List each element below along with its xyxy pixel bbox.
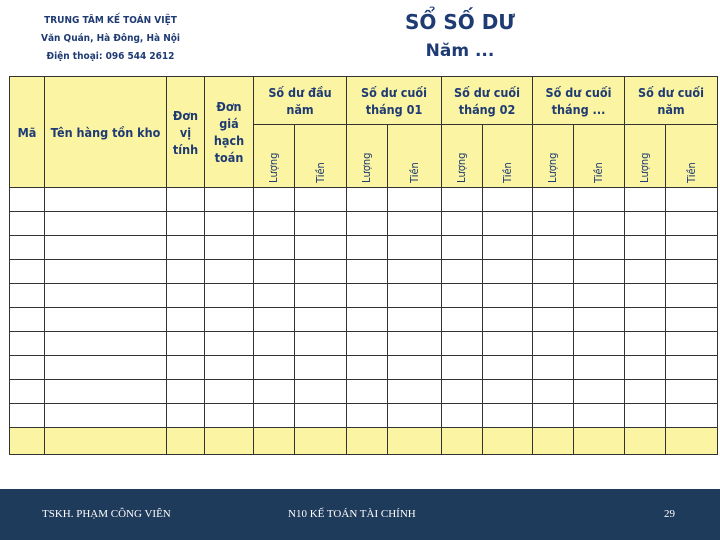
- table-cell[interactable]: [347, 356, 388, 380]
- table-cell[interactable]: [347, 284, 388, 308]
- table-cell[interactable]: [295, 380, 347, 404]
- table-cell[interactable]: [167, 284, 205, 308]
- table-cell[interactable]: [295, 236, 347, 260]
- table-cell[interactable]: [205, 284, 254, 308]
- table-cell[interactable]: [533, 332, 574, 356]
- header-amount: Tiền: [295, 125, 347, 188]
- table-cell[interactable]: [295, 188, 347, 212]
- table-cell[interactable]: [167, 356, 205, 380]
- table-cell[interactable]: [574, 260, 625, 284]
- header-quantity: Lượng: [442, 125, 483, 188]
- table-cell[interactable]: [254, 236, 295, 260]
- header-group-year-end: Số dư cuối năm: [625, 77, 718, 125]
- table-cell[interactable]: [295, 332, 347, 356]
- table-cell[interactable]: [388, 356, 442, 380]
- table-cell[interactable]: [388, 188, 442, 212]
- table-cell[interactable]: [666, 332, 718, 356]
- table-cell[interactable]: [483, 356, 533, 380]
- table-cell[interactable]: [388, 428, 442, 455]
- table-cell[interactable]: [45, 284, 167, 308]
- table-cell[interactable]: [574, 188, 625, 212]
- table-cell[interactable]: [533, 428, 574, 455]
- table-cell[interactable]: [483, 380, 533, 404]
- organization-block: [28, 12, 193, 66]
- table-cell[interactable]: [442, 188, 483, 212]
- header-quantity: Lượng: [533, 125, 574, 188]
- table-row: [10, 284, 718, 308]
- table-cell[interactable]: [205, 380, 254, 404]
- table-cell[interactable]: [574, 308, 625, 332]
- table-cell[interactable]: [442, 260, 483, 284]
- table-cell[interactable]: [45, 188, 167, 212]
- table-cell[interactable]: [347, 236, 388, 260]
- table-cell[interactable]: [205, 260, 254, 284]
- table-cell[interactable]: [10, 380, 45, 404]
- table-cell[interactable]: [442, 428, 483, 455]
- title-line-1: SỔ SỐ DƯ: [404, 10, 516, 34]
- table-cell[interactable]: [295, 404, 347, 428]
- table-cell[interactable]: [254, 404, 295, 428]
- table-cell[interactable]: [347, 212, 388, 236]
- table-cell[interactable]: [295, 308, 347, 332]
- table-cell[interactable]: [347, 404, 388, 428]
- table-cell[interactable]: [347, 260, 388, 284]
- header-unit: Đơn vị tính: [167, 77, 205, 188]
- table-cell[interactable]: [347, 308, 388, 332]
- table-row: [10, 380, 718, 404]
- table-row: [10, 404, 718, 428]
- table-row: [10, 308, 718, 332]
- table-cell[interactable]: [254, 212, 295, 236]
- header-quantity: Lượng: [254, 125, 295, 188]
- table-cell[interactable]: [533, 188, 574, 212]
- table-cell[interactable]: [533, 236, 574, 260]
- table-cell[interactable]: [254, 188, 295, 212]
- table-cell[interactable]: [167, 380, 205, 404]
- table-row: [10, 212, 718, 236]
- table-cell[interactable]: [45, 356, 167, 380]
- table-cell[interactable]: [254, 428, 295, 455]
- balance-ledger-table: [9, 76, 718, 455]
- table-cell[interactable]: [388, 380, 442, 404]
- table-cell[interactable]: [442, 236, 483, 260]
- table-cell[interactable]: [666, 260, 718, 284]
- table-cell[interactable]: [167, 404, 205, 428]
- table-cell[interactable]: [574, 284, 625, 308]
- header-code: Mã: [10, 77, 45, 188]
- page-number: 29: [664, 508, 675, 520]
- table-cell[interactable]: [483, 308, 533, 332]
- table-cell[interactable]: [625, 332, 666, 356]
- table-cell[interactable]: [347, 332, 388, 356]
- table-cell[interactable]: [666, 404, 718, 428]
- table-cell[interactable]: [45, 260, 167, 284]
- table-row: [10, 236, 718, 260]
- table-cell[interactable]: [388, 284, 442, 308]
- table-cell[interactable]: [254, 356, 295, 380]
- table-cell[interactable]: [254, 260, 295, 284]
- header-group-month-n: Số dư cuối tháng ...: [533, 77, 625, 125]
- table-cell[interactable]: [625, 356, 666, 380]
- table-cell[interactable]: [483, 332, 533, 356]
- table-cell[interactable]: [533, 356, 574, 380]
- table-cell[interactable]: [388, 236, 442, 260]
- table-cell[interactable]: [442, 404, 483, 428]
- table-cell[interactable]: [442, 308, 483, 332]
- table-cell[interactable]: [666, 356, 718, 380]
- table-cell[interactable]: [483, 284, 533, 308]
- table-cell[interactable]: [10, 236, 45, 260]
- table-cell[interactable]: [45, 380, 167, 404]
- table-cell[interactable]: [254, 332, 295, 356]
- table-cell[interactable]: [483, 428, 533, 455]
- table-cell[interactable]: [483, 188, 533, 212]
- table-cell[interactable]: [347, 428, 388, 455]
- table-cell[interactable]: [666, 212, 718, 236]
- footer-course: N10 KẾ TOÁN TÀI CHÍNH: [288, 508, 416, 520]
- table-cell[interactable]: [295, 356, 347, 380]
- table-row: [10, 260, 718, 284]
- table-cell[interactable]: [483, 404, 533, 428]
- table-cell[interactable]: [205, 308, 254, 332]
- table-cell[interactable]: [574, 236, 625, 260]
- table-cell[interactable]: [10, 260, 45, 284]
- header-group-month-01: Số dư cuối tháng 01: [347, 77, 442, 125]
- table-cell[interactable]: [483, 212, 533, 236]
- table-cell[interactable]: [533, 404, 574, 428]
- table-cell[interactable]: [10, 212, 45, 236]
- table-cell[interactable]: [666, 380, 718, 404]
- table-cell[interactable]: [625, 380, 666, 404]
- table-cell[interactable]: [167, 332, 205, 356]
- table-cell[interactable]: [167, 236, 205, 260]
- table-cell[interactable]: [347, 380, 388, 404]
- table-cell[interactable]: [666, 236, 718, 260]
- table-cell[interactable]: [574, 212, 625, 236]
- table-cell[interactable]: [167, 188, 205, 212]
- table-cell[interactable]: [10, 332, 45, 356]
- organization-phone: Điện thoại: 096 544 2612: [46, 51, 175, 62]
- table-cell[interactable]: [574, 332, 625, 356]
- organization-name: TRUNG TÂM KẾ TOÁN VIỆT: [44, 15, 177, 26]
- table-row: [10, 332, 718, 356]
- table-cell[interactable]: [45, 212, 167, 236]
- table-cell[interactable]: [442, 380, 483, 404]
- table-cell[interactable]: [625, 428, 666, 455]
- table-cell[interactable]: [574, 356, 625, 380]
- table-cell[interactable]: [625, 260, 666, 284]
- table-cell[interactable]: [167, 308, 205, 332]
- table-cell[interactable]: [388, 212, 442, 236]
- table-cell[interactable]: [254, 380, 295, 404]
- page-title: [380, 8, 540, 64]
- table-cell[interactable]: [10, 284, 45, 308]
- table-cell[interactable]: [167, 428, 205, 455]
- table-cell[interactable]: [442, 212, 483, 236]
- table-cell[interactable]: [483, 236, 533, 260]
- table-cell[interactable]: [254, 284, 295, 308]
- table-cell[interactable]: [483, 260, 533, 284]
- table-cell[interactable]: [574, 380, 625, 404]
- header-quantity: Lượng: [625, 125, 666, 188]
- table-cell[interactable]: [666, 428, 718, 455]
- header-unit-price: Đơn giá hạch toán: [205, 77, 254, 188]
- table-cell[interactable]: [295, 284, 347, 308]
- table-cell[interactable]: [295, 428, 347, 455]
- table-cell[interactable]: [10, 308, 45, 332]
- table-cell[interactable]: [10, 404, 45, 428]
- table-cell[interactable]: [666, 188, 718, 212]
- table-cell[interactable]: [442, 356, 483, 380]
- table-cell[interactable]: [625, 284, 666, 308]
- table-cell[interactable]: [45, 404, 167, 428]
- header-amount: Tiền: [388, 125, 442, 188]
- table-cell[interactable]: [45, 332, 167, 356]
- table-cell[interactable]: [574, 428, 625, 455]
- table-cell[interactable]: [625, 308, 666, 332]
- table-cell[interactable]: [45, 428, 167, 455]
- table-cell[interactable]: [533, 380, 574, 404]
- title-line-2: Năm ...: [425, 41, 495, 61]
- table-cell[interactable]: [625, 212, 666, 236]
- table-cell[interactable]: [45, 236, 167, 260]
- table-cell[interactable]: [254, 308, 295, 332]
- header-amount: Tiền: [574, 125, 625, 188]
- table-cell[interactable]: [167, 212, 205, 236]
- table-cell[interactable]: [442, 284, 483, 308]
- table-cell[interactable]: [625, 404, 666, 428]
- table-row: [10, 188, 718, 212]
- header-quantity: Lượng: [347, 125, 388, 188]
- footer-bar: [0, 489, 720, 540]
- table-cell[interactable]: [205, 332, 254, 356]
- table-cell[interactable]: [205, 236, 254, 260]
- table-cell[interactable]: [10, 356, 45, 380]
- table-cell[interactable]: [533, 308, 574, 332]
- table-cell[interactable]: [625, 236, 666, 260]
- header-group-opening: Số dư đầu năm: [254, 77, 347, 125]
- header-item-name: Tên hàng tồn kho: [45, 77, 167, 188]
- table-cell[interactable]: [295, 212, 347, 236]
- header-amount: Tiền: [483, 125, 533, 188]
- table-cell[interactable]: [533, 284, 574, 308]
- table-cell[interactable]: [205, 188, 254, 212]
- table-cell[interactable]: [625, 188, 666, 212]
- table-row: [10, 356, 718, 380]
- table-cell[interactable]: [10, 428, 45, 455]
- header-amount: Tiền: [666, 125, 718, 188]
- table-cell[interactable]: [347, 188, 388, 212]
- footer-author: TSKH. PHẠM CÔNG VIÊN: [42, 508, 171, 520]
- table-cell[interactable]: [205, 212, 254, 236]
- organization-address: Văn Quán, Hà Đông, Hà Nội: [40, 33, 180, 44]
- table-cell[interactable]: [388, 404, 442, 428]
- table-cell[interactable]: [388, 260, 442, 284]
- header-group-month-02: Số dư cuối tháng 02: [442, 77, 533, 125]
- table-cell[interactable]: [574, 404, 625, 428]
- table-cell[interactable]: [442, 332, 483, 356]
- table-cell[interactable]: [666, 284, 718, 308]
- table-row: [10, 428, 718, 455]
- table-cell[interactable]: [205, 356, 254, 380]
- table-cell[interactable]: [205, 404, 254, 428]
- table-cell[interactable]: [533, 212, 574, 236]
- table-cell[interactable]: [533, 260, 574, 284]
- table-cell[interactable]: [295, 260, 347, 284]
- table-cell[interactable]: [205, 428, 254, 455]
- table-cell[interactable]: [45, 308, 167, 332]
- table-cell[interactable]: [10, 188, 45, 212]
- table-cell[interactable]: [167, 260, 205, 284]
- table-cell[interactable]: [388, 308, 442, 332]
- table-cell[interactable]: [666, 308, 718, 332]
- table-cell[interactable]: [388, 332, 442, 356]
